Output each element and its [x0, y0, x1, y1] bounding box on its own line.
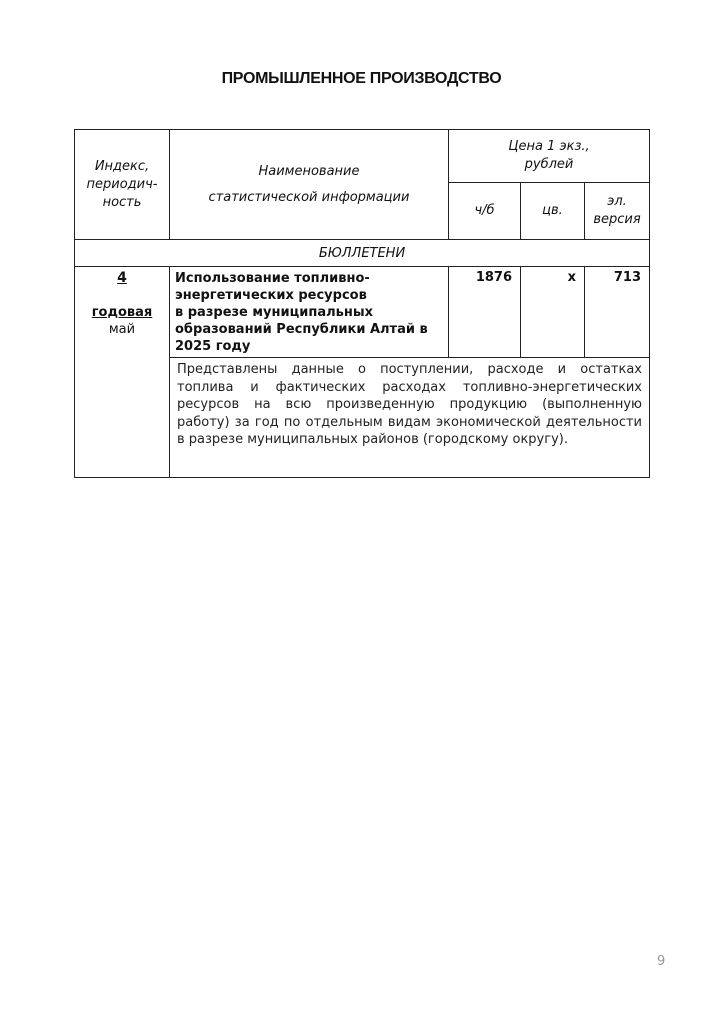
- item-name-line: 2025 году: [175, 339, 251, 354]
- item-name-line: образований Республики Алтай в: [175, 322, 428, 337]
- header-el-line1: эл.: [607, 194, 627, 209]
- header-name-line2: статистической информации: [208, 189, 410, 205]
- header-price-line2: рублей: [524, 157, 574, 172]
- header-index-line2: периодич-: [86, 176, 158, 192]
- item-index: 4: [117, 270, 127, 286]
- header-color: цв.: [521, 183, 585, 240]
- item-price-electronic: 713: [585, 267, 650, 358]
- item-name-line: энергетических ресурсов: [175, 288, 367, 303]
- item-description: Представлены данные о поступлении, расходе и остатках топлива и фактических расходах топливно-энергетических ресурсов на всю произведенную продукцию (выполненную работу) за год по отдельным видам экономической деятельности в разрезе муниципальных районов (городскому округу).: [170, 358, 650, 478]
- header-price-line1: Цена 1 экз.,: [508, 139, 590, 154]
- header-name-line1: Наименование: [258, 163, 360, 179]
- page-number: 9: [657, 954, 666, 969]
- header-index-line1: Индекс,: [94, 158, 150, 174]
- page-title: ПРОМЫШЛЕННОЕ ПРОИЗВОДСТВО: [221, 70, 502, 87]
- catalog-table: [74, 129, 650, 478]
- header-name: [170, 130, 449, 240]
- section-title: БЮЛЛЕТЕНИ: [75, 240, 650, 267]
- item-name-line: в разрезе муниципальных: [175, 305, 373, 320]
- item-month: май: [108, 322, 136, 337]
- header-price: [449, 130, 650, 183]
- header-el-line2: версия: [593, 212, 641, 227]
- header-electronic: [585, 183, 650, 240]
- item-index-cell: [75, 267, 170, 478]
- item-name: [170, 267, 449, 358]
- item-periodicity: годовая: [91, 305, 153, 320]
- header-bw: ч/б: [449, 183, 521, 240]
- item-price-color: x: [521, 267, 585, 358]
- header-index-line3: ность: [102, 194, 142, 210]
- item-price-bw: 1876: [449, 267, 521, 358]
- header-index: [75, 130, 170, 240]
- item-name-line: Использование топливно-: [175, 271, 370, 286]
